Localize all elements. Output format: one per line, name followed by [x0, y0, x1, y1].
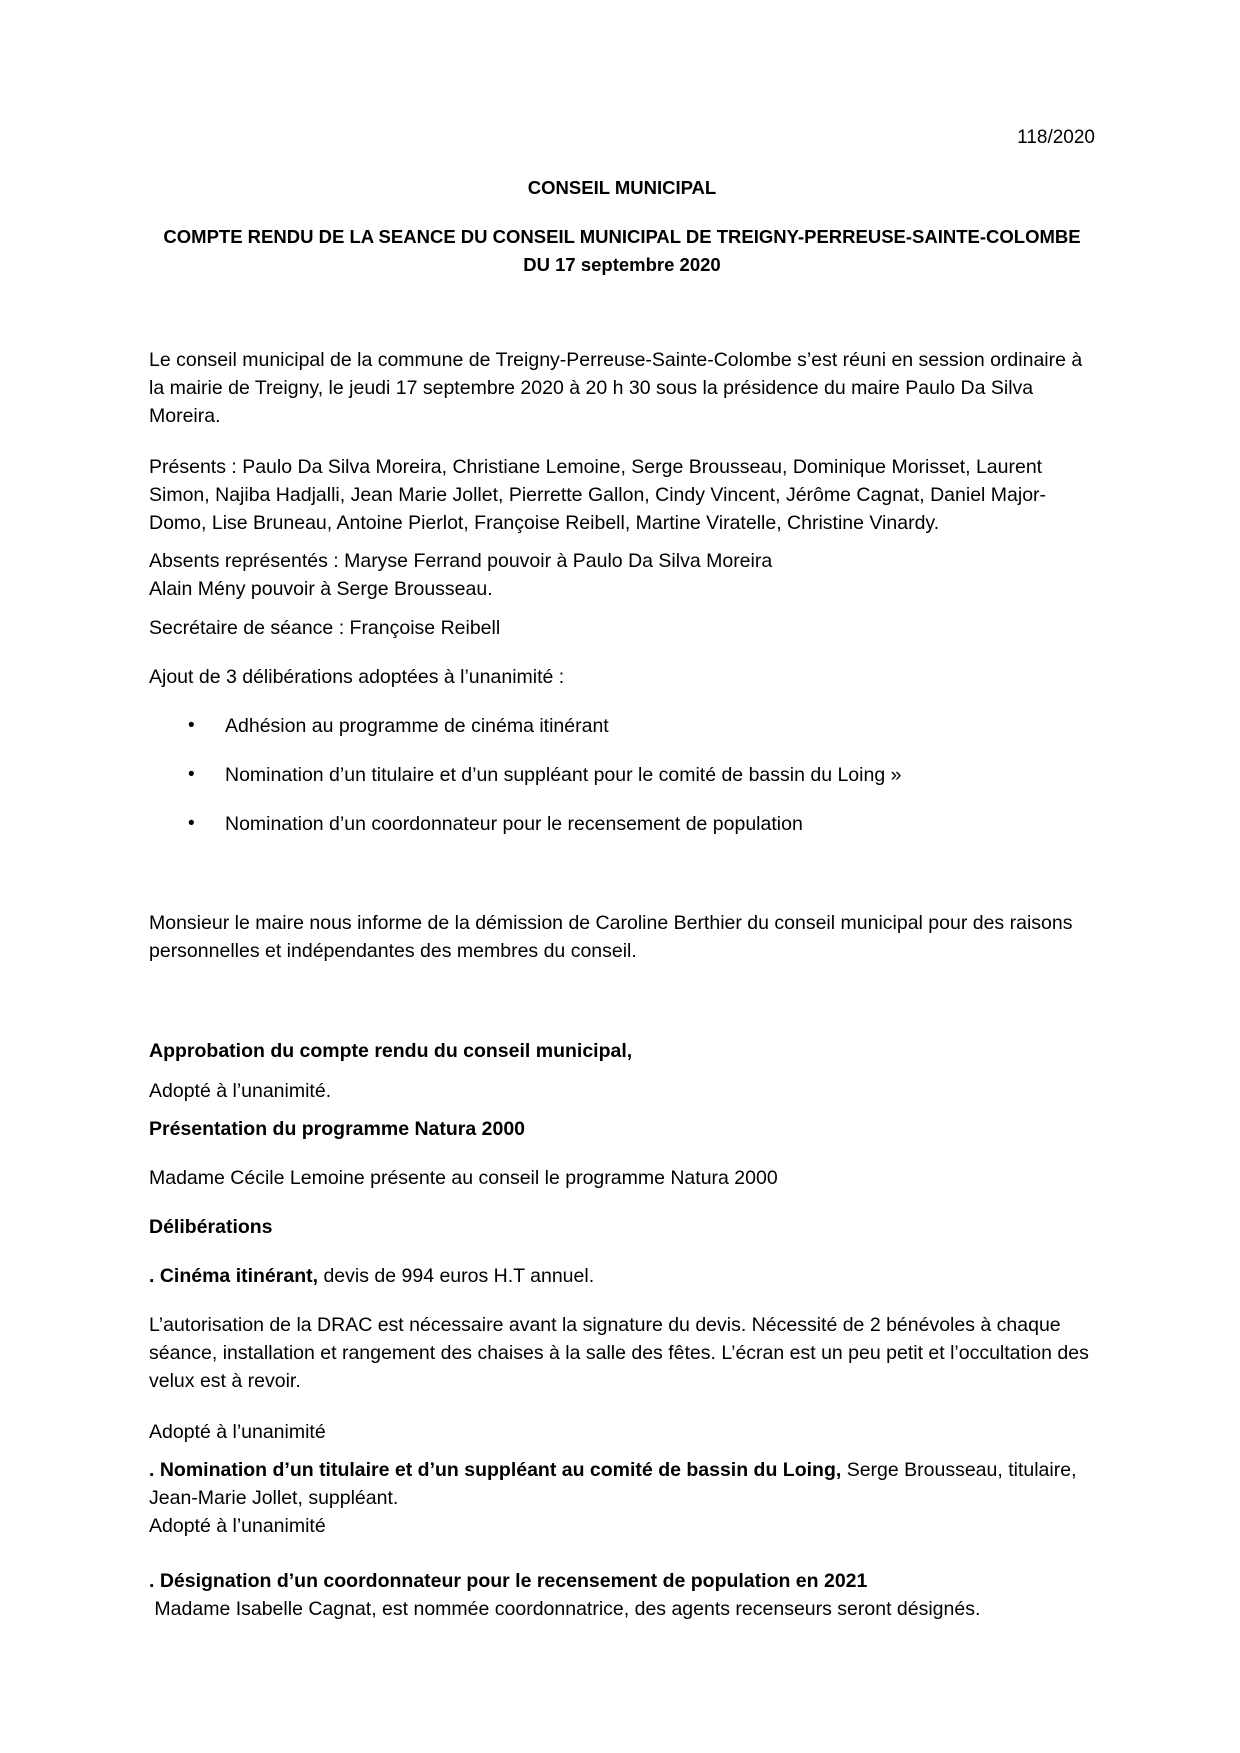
natura-heading: Présentation du programme Natura 2000	[149, 1118, 526, 1140]
designation-heading: . Désignation d’un coordonnateur pour le recensement de population en 2021	[149, 1570, 868, 1592]
document-title: CONSEIL MUNICIPAL	[527, 177, 717, 198]
designation-text: Madame Isabelle Cagnat, est nommée coordonnatrice, des agents recenseurs seront désignés.	[149, 1598, 981, 1620]
nomination-text: Serge Brousseau, titulaire, Jean-Marie Jollet, suppléant.	[149, 1459, 1077, 1509]
nomination-result: Adopté à l’unanimité	[149, 1515, 326, 1537]
absents-line-1: Absents représentés : Maryse Ferrand pouvoir à Paulo Da Silva Moreira	[149, 550, 773, 572]
cinema-text: devis de 994 euros H.T annuel.	[318, 1265, 595, 1287]
cinema-heading: . Cinéma itinérant,	[149, 1265, 319, 1287]
bullet-icon: •	[188, 715, 195, 736]
approbation-result: Adopté à l’unanimité.	[149, 1080, 332, 1102]
natura-text: Madame Cécile Lemoine présente au conseil le programme Natura 2000	[149, 1167, 778, 1189]
list-item-text: Nomination d’un titulaire et d’un suppléant pour le comité de bassin du Loing »	[225, 764, 902, 786]
designation-paragraph	[149, 1567, 1095, 1623]
cinema-line	[149, 1262, 1095, 1290]
bullet-icon: •	[188, 813, 195, 834]
subtitle-line-2: DU 17 septembre 2020	[523, 254, 721, 275]
secretaire-line: Secrétaire de séance : Françoise Reibell	[149, 617, 501, 639]
approbation-heading: Approbation du compte rendu du conseil municipal,	[149, 1040, 633, 1062]
document-number: 118/2020	[1017, 127, 1095, 148]
ajout-line: Ajout de 3 délibérations adoptées à l’unanimité :	[149, 666, 565, 688]
list-item-text: Nomination d’un coordonnateur pour le recensement de population	[225, 813, 803, 835]
drac-paragraph: L’autorisation de la DRAC est nécessaire avant la signature du devis. Nécessité de 2 bénévoles à chaque séance, installation et rangement des chaises à la salle des fêtes. L’écran est un peu petit et l’occultation des velux est à revoir.	[149, 1314, 1089, 1392]
document-subtitle	[149, 223, 1095, 279]
demission-paragraph: Monsieur le maire nous informe de la démission de Caroline Berthier du conseil municipal pour des raisons personnelles et indépendantes des membres du conseil.	[149, 912, 1073, 962]
nomination-heading: . Nomination d’un titulaire et d’un suppléant au comité de bassin du Loing,	[149, 1459, 842, 1481]
bullet-icon: •	[188, 764, 195, 785]
document-page	[149, 0, 1095, 1753]
cinema-result: Adopté à l’unanimité	[149, 1421, 326, 1443]
absents-line-2: Alain Mény pouvoir à Serge Brousseau.	[149, 578, 493, 600]
absents-paragraph	[149, 547, 1095, 603]
list-item-text: Adhésion au programme de cinéma itinérant	[225, 715, 609, 737]
nomination-paragraph	[149, 1456, 1095, 1540]
intro-paragraph: Le conseil municipal de la commune de Treigny-Perreuse-Sainte-Colombe s’est réuni en session ordinaire à la mairie de Treigny, le jeudi 17 septembre 2020 à 20 h 30 sous la présidence du maire Paulo Da Silva Moreira.	[149, 349, 1083, 427]
presents-paragraph: Présents : Paulo Da Silva Moreira, Christiane Lemoine, Serge Brousseau, Dominique Morisset, Laurent Simon, Najiba Hadjalli, Jean Marie Jollet, Pierrette Gallon, Cindy Vincent, Jérôme Cagnat, Daniel Major-Domo, Lise Bruneau, Antoine Pierlot, Françoise Reibell, Martine Viratelle, Christine Vinardy.	[149, 456, 1047, 534]
deliberations-heading: Délibérations	[149, 1216, 273, 1238]
subtitle-line-1: COMPTE RENDU DE LA SEANCE DU CONSEIL MUNICIPAL DE TREIGNY-PERREUSE-SAINTE-COLOMBE	[163, 226, 1081, 247]
